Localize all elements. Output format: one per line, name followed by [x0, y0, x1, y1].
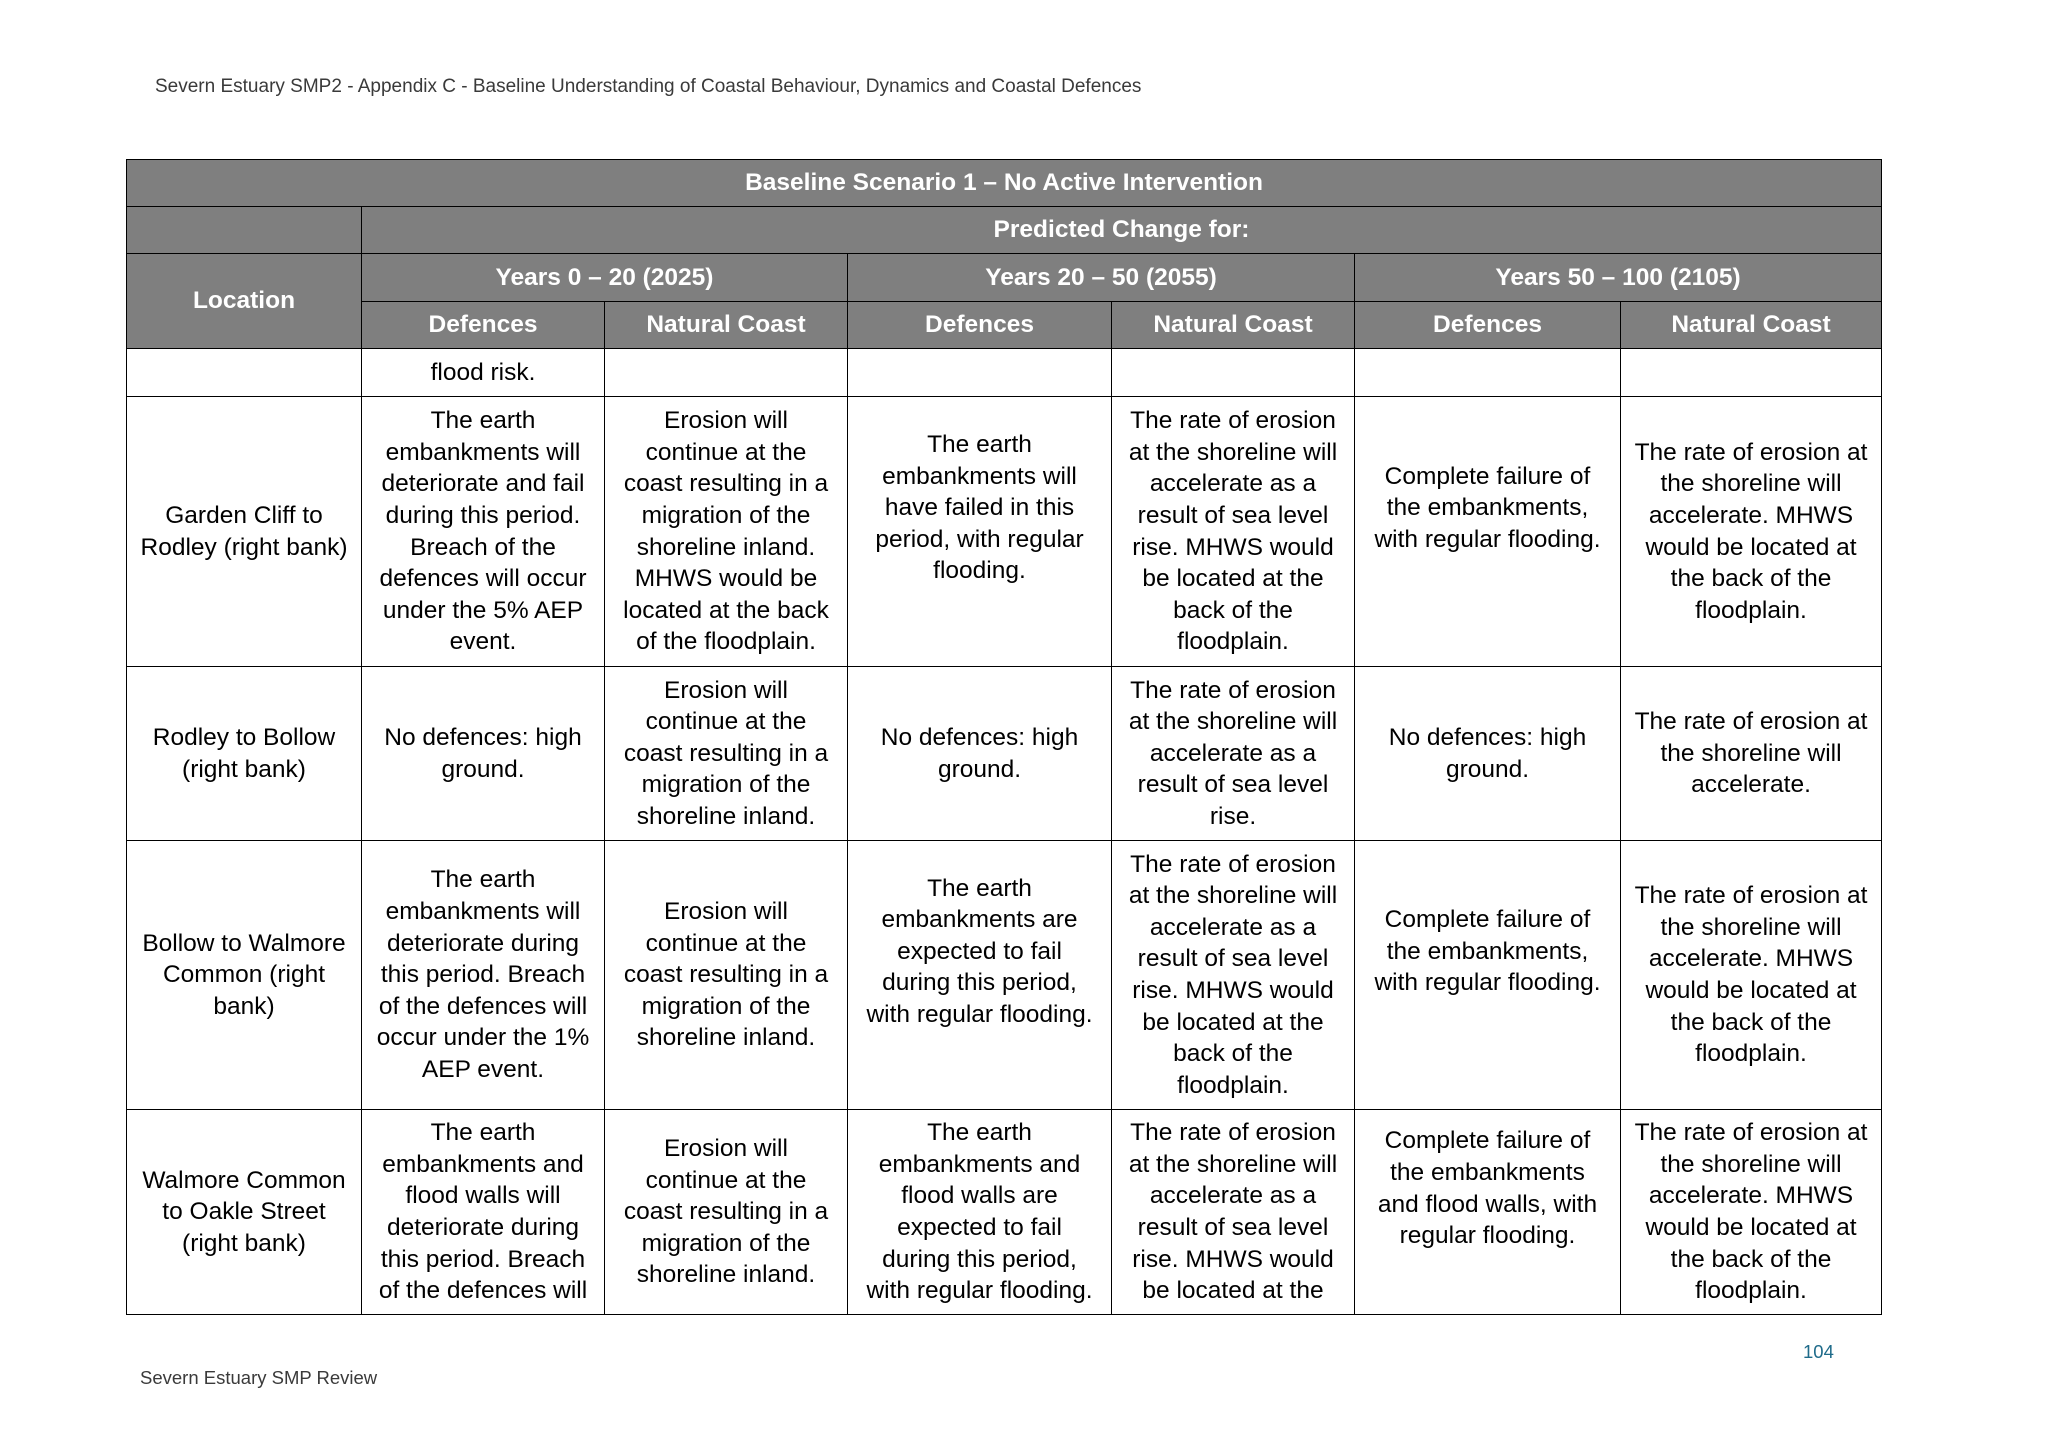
running-title: Severn Estuary SMP2 - Appendix C - Baseline Understanding of Coastal Behaviour, Dynamics and Coastal Defences: [155, 76, 1142, 97]
defences-20-50-cell: The earth embankments and flood walls are expected to fail during this period, with regular flooding.: [848, 1110, 1112, 1315]
subheader-row: [127, 302, 1882, 349]
table-title: Baseline Scenario 1 – No Active Intervention: [127, 160, 1882, 207]
natural-coast-0-20-cell: Erosion will continue at the coast resulting in a migration of the shoreline inland.: [605, 1110, 848, 1315]
natural-coast-0-20-cell: Erosion will continue at the coast resulting in a migration of the shoreline inland. MHWS would be located at the back of the floodplain.: [605, 397, 848, 667]
defences-50-100-cell: No defences: high ground.: [1355, 667, 1621, 841]
table-title-row: [127, 160, 1882, 207]
natural-coast-0-20-cell: Erosion will continue at the coast resulting in a migration of the shoreline inland.: [605, 841, 848, 1110]
location-cell: Rodley to Bollow (right bank): [127, 667, 362, 841]
defences-20-50-cell: The earth embankments are expected to fail during this period, with regular flooding.: [848, 841, 1112, 1110]
defences-0-20-cell: The earth embankments will deteriorate during this period. Breach of the defences will occur under the 1% AEP event.: [362, 841, 605, 1110]
natural-coast-50-100-cell: The rate of erosion at the shoreline will accelerate. MHWS would be located at the back of the floodplain.: [1621, 397, 1882, 667]
defences-20-50-cell: [848, 349, 1112, 397]
table-row: [127, 667, 1882, 841]
natural-coast-header: Natural Coast: [1112, 302, 1355, 349]
natural-coast-0-20-cell: [605, 349, 848, 397]
natural-coast-20-50-cell: The rate of erosion at the shoreline will accelerate as a result of sea level rise. MHWS would be located at the back of the floodplain.: [1112, 397, 1355, 667]
natural-coast-50-100-cell: [1621, 349, 1882, 397]
natural-coast-50-100-cell: The rate of erosion at the shoreline will accelerate. MHWS would be located at the back of the floodplain.: [1621, 841, 1882, 1110]
period-header-50-100: Years 50 – 100 (2105): [1355, 254, 1882, 302]
period-header-20-50: Years 20 – 50 (2055): [848, 254, 1355, 302]
natural-coast-header: Natural Coast: [1621, 302, 1882, 349]
table-row: [127, 397, 1882, 667]
natural-coast-20-50-cell: The rate of erosion at the shoreline will accelerate as a result of sea level rise. MHWS would be located at the: [1112, 1110, 1355, 1315]
natural-coast-20-50-cell: The rate of erosion at the shoreline will accelerate as a result of sea level rise.: [1112, 667, 1355, 841]
natural-coast-20-50-cell: [1112, 349, 1355, 397]
natural-coast-20-50-cell: The rate of erosion at the shoreline will accelerate as a result of sea level rise. MHWS would be located at the back of the floodplain.: [1112, 841, 1355, 1110]
natural-coast-header: Natural Coast: [605, 302, 848, 349]
natural-coast-0-20-cell: Erosion will continue at the coast resulting in a migration of the shoreline inland.: [605, 667, 848, 841]
defences-0-20-cell: No defences: high ground.: [362, 667, 605, 841]
defences-50-100-cell: Complete failure of the embankments and flood walls, with regular flooding.: [1355, 1110, 1621, 1315]
location-cell: Bollow to Walmore Common (right bank): [127, 841, 362, 1110]
natural-coast-50-100-cell: The rate of erosion at the shoreline will accelerate. MHWS would be located at the back of the floodplain.: [1621, 1110, 1882, 1315]
defences-0-20-cell: The earth embankments will deteriorate and fail during this period. Breach of the defences will occur under the 5% AEP event.: [362, 397, 605, 667]
header-blank-cell: [127, 207, 362, 254]
defences-50-100-cell: [1355, 349, 1621, 397]
table-row: [127, 1110, 1882, 1315]
table-row: [127, 841, 1882, 1110]
predicted-change-row: [127, 207, 1882, 254]
defences-50-100-cell: Complete failure of the embankments, with regular flooding.: [1355, 397, 1621, 667]
footer-title: Severn Estuary SMP Review: [140, 1367, 378, 1388]
defences-0-20-cell: The earth embankments and flood walls will deteriorate during this period. Breach of the defences will: [362, 1110, 605, 1315]
defences-50-100-cell: Complete failure of the embankments, with regular flooding.: [1355, 841, 1621, 1110]
table-row: [127, 349, 1882, 397]
period-header-0-20: Years 0 – 20 (2025): [362, 254, 848, 302]
defences-header: Defences: [1355, 302, 1621, 349]
location-header: Location: [127, 254, 362, 349]
page-number: 104: [1803, 1341, 1834, 1362]
period-header-row: [127, 254, 1882, 302]
natural-coast-50-100-cell: The rate of erosion at the shoreline will accelerate.: [1621, 667, 1882, 841]
location-cell: [127, 349, 362, 397]
defences-20-50-cell: No defences: high ground.: [848, 667, 1112, 841]
defences-20-50-cell: The earth embankments will have failed in this period, with regular flooding.: [848, 397, 1112, 667]
predicted-change-header: Predicted Change for:: [362, 207, 1882, 254]
location-cell: Walmore Common to Oakle Street (right bank): [127, 1110, 362, 1315]
defences-0-20-cell: flood risk.: [362, 349, 605, 397]
location-cell: Garden Cliff to Rodley (right bank): [127, 397, 362, 667]
defences-header: Defences: [848, 302, 1112, 349]
baseline-scenario-table: [126, 159, 1882, 1315]
defences-header: Defences: [362, 302, 605, 349]
